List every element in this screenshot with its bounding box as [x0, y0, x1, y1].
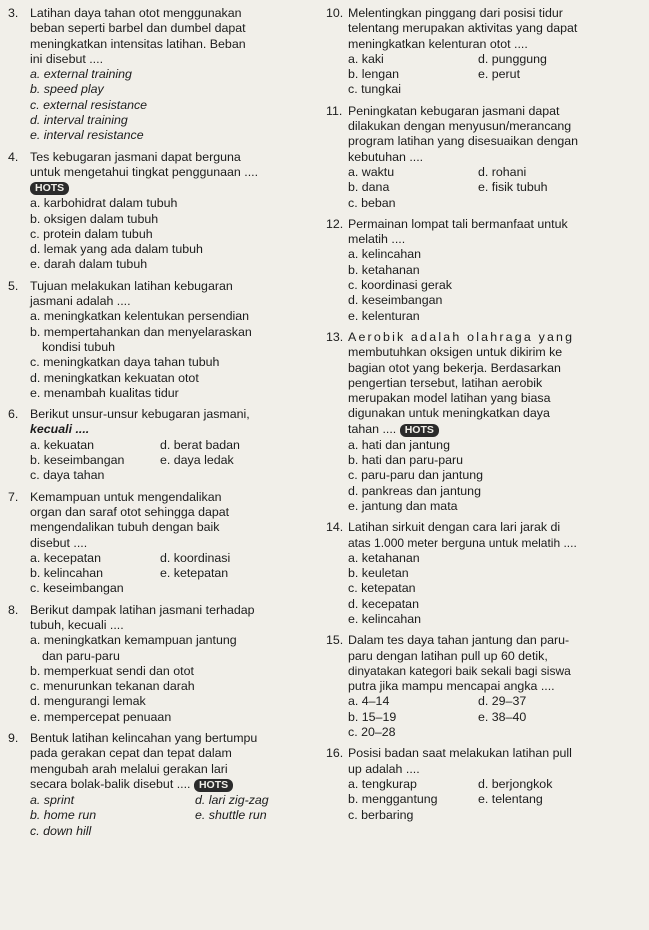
question-11	[326, 104, 644, 211]
answer-option[interactable]: c. 20–28	[348, 725, 396, 740]
question-text: pada gerakan cepat dan tepat dalam	[30, 746, 232, 761]
question-text: melatih ....	[348, 232, 406, 247]
answer-option[interactable]: b. home run	[30, 808, 97, 823]
answer-option[interactable]: a. meningkatkan kelentukan persendian	[30, 309, 250, 324]
answer-option[interactable]: b. keuletan	[348, 566, 409, 581]
question-number: 7.	[8, 489, 19, 504]
answer-options	[8, 793, 313, 839]
answer-option[interactable]: b. memperkuat sendi dan otot	[30, 663, 194, 678]
answer-option[interactable]: d. meningkatkan kekuatan otot	[30, 370, 199, 385]
question-text: pengertian tersebut, latihan aerobik	[348, 375, 543, 390]
question-number: 14.	[326, 520, 344, 535]
question-number: 3.	[8, 6, 19, 20]
answer-option[interactable]: e. shuttle run	[195, 808, 267, 823]
answer-option[interactable]: e. daya ledak	[160, 453, 234, 468]
right-column	[326, 6, 644, 829]
question-text: putra jika mampu mencapai angka ....	[348, 679, 555, 694]
answer-options	[8, 196, 313, 272]
answer-option[interactable]: c. tungkai	[348, 82, 402, 97]
left-column	[8, 6, 313, 845]
answer-options	[326, 777, 644, 823]
question-text: organ dan saraf otot sehingga dapat	[30, 504, 230, 519]
question-text: atas 1.000 meter berguna untuk melatih ....	[348, 535, 577, 550]
question-14	[326, 520, 644, 627]
answer-option[interactable]: e. menambah kualitas tidur	[30, 385, 179, 400]
question-text: Tujuan melakukan latihan kebugaran	[30, 278, 233, 293]
answer-options	[8, 309, 313, 401]
answer-option[interactable]: c. protein dalam tubuh	[30, 226, 153, 241]
answer-options	[326, 438, 644, 514]
answer-option[interactable]: c. meningkatkan daya tahan tubuh	[30, 355, 220, 370]
answer-option[interactable]: d. punggung	[478, 51, 547, 66]
hots-badge: HOTS	[400, 424, 439, 437]
answer-options	[326, 551, 644, 627]
answer-option[interactable]: d. interval training	[30, 113, 128, 128]
answer-option[interactable]: c. down hill	[30, 823, 92, 838]
question-number: 6.	[8, 407, 19, 422]
question-number: 5.	[8, 278, 19, 293]
answer-option[interactable]: a. kelincahan	[348, 247, 422, 262]
answer-option[interactable]: b. keseimbangan	[30, 453, 125, 468]
question-number: 16.	[326, 746, 344, 761]
answer-option[interactable]: d. mengurangi lemak	[30, 694, 146, 709]
answer-option[interactable]: b. dana	[348, 180, 390, 195]
question-text: Tes kebugaran jasmani dapat berguna	[30, 149, 241, 164]
question-text: tubuh, kecuali ....	[30, 617, 124, 632]
answer-option[interactable]: e. telentang	[478, 792, 543, 807]
question-text: mengubah arah melalui gerakan lari	[30, 761, 228, 776]
question-number: 15.	[326, 633, 344, 648]
answer-option[interactable]: b. oksigen dalam tubuh	[30, 211, 159, 226]
answer-option[interactable]: c. beban	[348, 195, 396, 210]
question-text: paru dengan latihan pull up 60 detik,	[348, 648, 548, 663]
answer-options	[326, 52, 644, 98]
answer-option[interactable]: a. ketahanan	[348, 550, 420, 565]
question-number: 12.	[326, 216, 344, 231]
answer-option[interactable]: d. kecepatan	[348, 596, 419, 611]
question-text: Berikut unsur-unsur kebugaran jasmani,	[30, 407, 250, 422]
question-12	[326, 217, 644, 324]
question-text: meningkatkan intensitas latihan. Beban	[30, 36, 246, 51]
question-10	[326, 6, 644, 98]
hots-badge: HOTS	[30, 182, 69, 195]
question-8	[8, 603, 313, 725]
answer-option[interactable]: a. 4–14	[348, 694, 390, 709]
answer-option[interactable]: d. 29–37	[478, 694, 527, 709]
answer-option[interactable]: d. koordinasi	[160, 550, 231, 565]
answer-option[interactable]: a. external training	[30, 67, 132, 82]
question-text: mengendalikan tubuh dengan baik	[30, 520, 220, 535]
question-4	[8, 150, 313, 273]
answer-options	[8, 438, 313, 484]
answer-option[interactable]: e. perut	[478, 67, 521, 82]
question-text: Kemampuan untuk mengendalikan	[30, 489, 222, 504]
question-text: Bentuk latihan kelincahan yang bertumpu	[30, 731, 258, 746]
answer-options	[8, 633, 313, 725]
answer-option[interactable]: d. rohani	[478, 164, 527, 179]
answer-option[interactable]: b. menggantung	[348, 792, 438, 807]
answer-option[interactable]: d. berat badan	[160, 437, 240, 452]
question-text: secara bolak-balik disebut ....	[30, 776, 191, 791]
answer-option[interactable]: c. daya tahan	[30, 468, 105, 483]
question-number: 10.	[326, 6, 344, 20]
answer-option[interactable]: c. berbaring	[348, 807, 414, 822]
answer-option[interactable]: a. tengkurap	[348, 776, 417, 791]
answer-option[interactable]: b. speed play	[30, 82, 104, 97]
answer-options	[326, 247, 644, 323]
question-number: 8.	[8, 602, 19, 617]
question-text: disebut ....	[30, 535, 88, 550]
answer-option[interactable]: b. kelincahan	[30, 566, 104, 581]
answer-option[interactable]: d. berjongkok	[478, 776, 553, 791]
answer-option[interactable]: e. interval resistance	[30, 128, 144, 143]
question-text: Posisi badan saat melakukan latihan pull	[348, 746, 572, 761]
answer-option[interactable]: c. koordinasi gerak	[348, 278, 452, 293]
question-text: jasmani adalah ....	[30, 294, 131, 309]
answer-option[interactable]: e. mempercepat penuaan	[30, 709, 172, 724]
answer-option[interactable]: c. external resistance	[30, 97, 148, 112]
question-15	[326, 633, 644, 740]
answer-option[interactable]: e. fisik tubuh	[478, 180, 548, 195]
question-text: kebutuhan ....	[348, 149, 424, 164]
answer-option[interactable]: a. kaki	[348, 51, 384, 66]
answer-options	[8, 67, 313, 143]
answer-option[interactable]: e. jantung dan mata	[348, 498, 458, 513]
question-text: Berikut dampak latihan jasmani terhadap	[30, 602, 255, 617]
question-text: up adalah ....	[348, 761, 420, 776]
question-text: membutuhkan oksigen untuk dikirim ke	[348, 345, 563, 360]
answer-option[interactable]: e. ketepatan	[160, 566, 229, 581]
answer-option[interactable]: a. waktu	[348, 164, 395, 179]
answer-option[interactable]: e. kelenturan	[348, 308, 420, 323]
question-text: digunakan untuk meningkatkan daya	[348, 406, 550, 421]
hots-badge: HOTS	[194, 779, 233, 792]
question-text: dilakukan dengan menyusun/merancang	[348, 119, 572, 134]
question-13	[326, 330, 644, 514]
question-text: meningkatkan kelenturan otot ....	[348, 36, 528, 51]
question-7	[8, 490, 313, 597]
answer-option[interactable]: a. kecepatan	[30, 550, 101, 565]
answer-option[interactable]: d. lari zig-zag	[195, 792, 269, 807]
question-text: tahan ....	[348, 421, 397, 436]
question-number: 13.	[326, 329, 344, 344]
answer-option[interactable]: b. 15–19	[348, 709, 397, 724]
answer-option[interactable]: e. 38–40	[478, 709, 527, 724]
question-number: 4.	[8, 149, 19, 164]
question-text: ini disebut ....	[30, 51, 104, 66]
question-3	[8, 6, 313, 144]
answer-option-continuation: dan paru-paru	[42, 648, 120, 663]
answer-option[interactable]: b. mempertahankan dan menyelaraskan	[30, 324, 252, 339]
answer-option-continuation: kondisi tubuh	[42, 339, 116, 354]
question-number: 11.	[326, 103, 343, 118]
answer-option[interactable]: c. ketepatan	[348, 581, 416, 596]
question-text: Dalam tes daya tahan jantung dan paru-	[348, 633, 570, 648]
answer-option[interactable]: b. lengan	[348, 67, 399, 82]
answer-option[interactable]: b. hati dan paru-paru	[348, 453, 464, 468]
answer-option[interactable]: e. kelincahan	[348, 611, 422, 626]
question-9	[8, 731, 313, 839]
answer-options	[326, 165, 644, 211]
answer-option[interactable]: a. meningkatkan kemampuan jantung	[30, 633, 237, 648]
question-text: Melentingkan pinggang dari posisi tidur	[348, 6, 563, 20]
answer-option[interactable]: b. ketahanan	[348, 262, 420, 277]
question-text: Peningkatan kebugaran jasmani dapat	[348, 103, 560, 118]
answer-options	[8, 551, 313, 597]
question-text: telentang merupakan aktivitas yang dapat	[348, 21, 578, 36]
answer-option[interactable]: d. lemak yang ada dalam tubuh	[30, 242, 203, 257]
question-number: 9.	[8, 731, 19, 746]
question-5	[8, 279, 313, 401]
question-text: bagian otot yang bekerja. Berdasarkan	[348, 360, 561, 375]
question-text: Aerobik adalah olahraga yang	[348, 329, 575, 344]
question-text: Latihan daya tahan otot menggunakan	[30, 6, 242, 20]
question-text: Latihan sirkuit dengan cara lari jarak di	[348, 520, 561, 535]
answer-option[interactable]: d. keseimbangan	[348, 293, 443, 308]
answer-option[interactable]: a. karbohidrat dalam tubuh	[30, 196, 178, 211]
question-16	[326, 746, 644, 822]
answer-option[interactable]: a. hati dan jantung	[348, 437, 450, 452]
question-text: kecuali ....	[30, 422, 90, 437]
question-text: beban seperti barbel dan dumbel dapat	[30, 21, 246, 36]
answer-option[interactable]: c. keseimbangan	[30, 581, 124, 596]
answer-option[interactable]: c. paru-paru dan jantung	[348, 468, 484, 483]
answer-option[interactable]: a. sprint	[30, 792, 75, 807]
question-6	[8, 407, 313, 483]
answer-option[interactable]: e. darah dalam tubuh	[30, 257, 148, 272]
answer-options	[326, 694, 644, 740]
answer-option[interactable]: d. pankreas dan jantung	[348, 483, 481, 498]
question-text: merupakan model latihan yang biasa	[348, 391, 551, 406]
answer-option[interactable]: c. menurunkan tekanan darah	[30, 679, 195, 694]
question-text: untuk mengetahui tingkat penggunaan ....	[30, 164, 259, 179]
question-text: Permainan lompat tali bermanfaat untuk	[348, 216, 568, 231]
question-text: dinyatakan kategori baik sekali bagi siswa	[348, 663, 571, 678]
answer-option[interactable]: a. kekuatan	[30, 437, 95, 452]
question-text: program latihan yang disesuaikan dengan	[348, 134, 579, 149]
